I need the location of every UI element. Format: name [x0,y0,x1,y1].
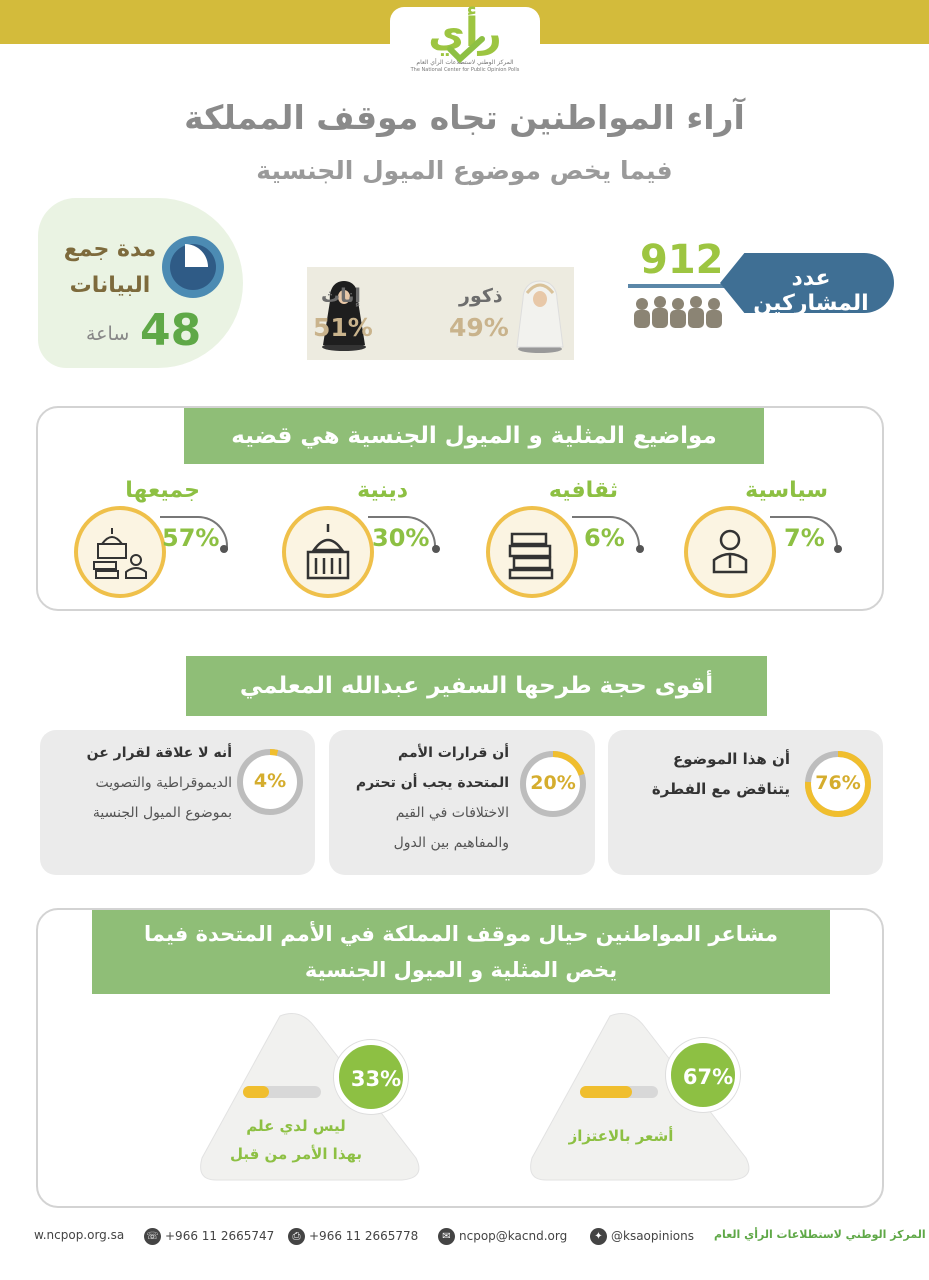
feeling-2-value: 33% [350,1067,402,1091]
footer-fax[interactable]: ⎙ +966 11 2665778 [288,1228,418,1245]
page-title: آراء المواطنين تجاه موقف المملكة [184,98,745,137]
crowd-icon [632,294,724,328]
argument-card-1 [608,730,883,875]
feeling-2-bar-track [243,1086,321,1098]
female-value: 51% [313,313,373,342]
logo-word: رأي [428,10,502,56]
all-topics-icon [78,510,162,594]
feeling-2-bubble [334,1040,408,1114]
feeling-1-text: أشعر بالاعتزاز [568,1127,674,1145]
topic-label-political: سياسية [745,478,828,503]
argument-2-text: أن قرارات الأمم المتحدة يجب أن تحترم الاختلافات في القيم والمفاهيم بين الدول [355,745,509,851]
phone-icon: ☏ [144,1228,161,1245]
topic-label-all: جميعها [125,478,200,503]
checkmark-icon [446,35,486,65]
argument-1-text: أن هذا الموضوع يتناقض مع الفطرة [651,750,790,798]
twitter-icon: ✦ [590,1228,607,1245]
feeling-1-value: 67% [682,1065,734,1089]
mosque-icon [286,510,370,594]
male-value: 49% [449,313,509,342]
footer-phone[interactable]: ☏ +966 11 2665747 [144,1228,274,1245]
argument-card-2 [329,730,595,875]
fax-icon: ⎙ [288,1228,305,1245]
gender-panel [307,267,574,360]
topic-circle-cultural [486,506,578,598]
feeling-1-bubble [666,1038,740,1112]
argument-3-text: أنه لا علاقة لقرار عن الديموقراطية والتصويت بموضوع الميول الجنسية [86,745,232,821]
politician-icon [688,510,772,594]
topics-header: مواضيع المثلية و الميول الجنسية هي قضيه [184,408,764,464]
topic-circle-religious [282,506,374,598]
topic-value-religious: 30% [372,524,430,552]
logo-org-ar: المركز الوطني لاستطلاعات الرأي العام [416,59,514,66]
duration-value: 48 [140,305,202,356]
footer-org: المركز الوطني لاستطلاعات الرأي العام [714,1228,926,1241]
argument-card-3 [40,730,315,875]
female-label: إناث [321,285,361,307]
male-figure-icon [511,275,569,355]
clock-pie-icon [162,236,224,298]
feeling-2-text: ليس لدي علم بهذا الأمر من قبل [229,1117,363,1163]
topic-label-religious: دينية [357,478,408,503]
topic-value-political: 7% [784,524,825,552]
feeling-1-bar-track [580,1086,658,1098]
participants-label: عدد المشاركين [753,266,869,316]
footer-website[interactable]: w.ncpop.org.sa [34,1228,125,1242]
page-subtitle: فيما يخص موضوع الميول الجنسية [256,156,673,185]
books-icon [490,510,574,594]
argument-2-value: 20% [530,772,576,794]
footer-twitter[interactable]: ✦ @ksaopinions [590,1228,694,1245]
topic-value-cultural: 6% [584,524,625,552]
argument-1-value: 76% [815,772,861,794]
topic-circle-all [74,506,166,598]
arguments-header: أقوى حجة طرحها السفير عبدالله المعلمي [186,656,767,716]
topic-circle-political [684,506,776,598]
feeling-1-bar-fill [580,1086,632,1098]
feelings-header: مشاعر المواطنين حيال موقف المملكة في الأمم المتحدة فيما يخص المثلية و الميول الجنسية [92,910,830,994]
participants-underline [628,284,728,288]
duration-label: مدة جمع البيانات [63,237,157,298]
email-icon: ✉ [438,1228,455,1245]
logo [390,7,540,91]
footer-email[interactable]: ✉ ncpop@kacnd.org [438,1228,567,1245]
male-label: ذكور [459,285,503,307]
duration-unit: ساعة [86,323,130,345]
topic-label-cultural: ثقافيه [548,478,618,503]
argument-3-value: 4% [253,770,287,792]
logo-org-en: The National Center for Public Opinion Polls [410,67,520,73]
feeling-2-bar-fill [243,1086,269,1098]
participants-count: 912 [640,237,724,283]
topic-value-all: 57% [162,524,220,552]
